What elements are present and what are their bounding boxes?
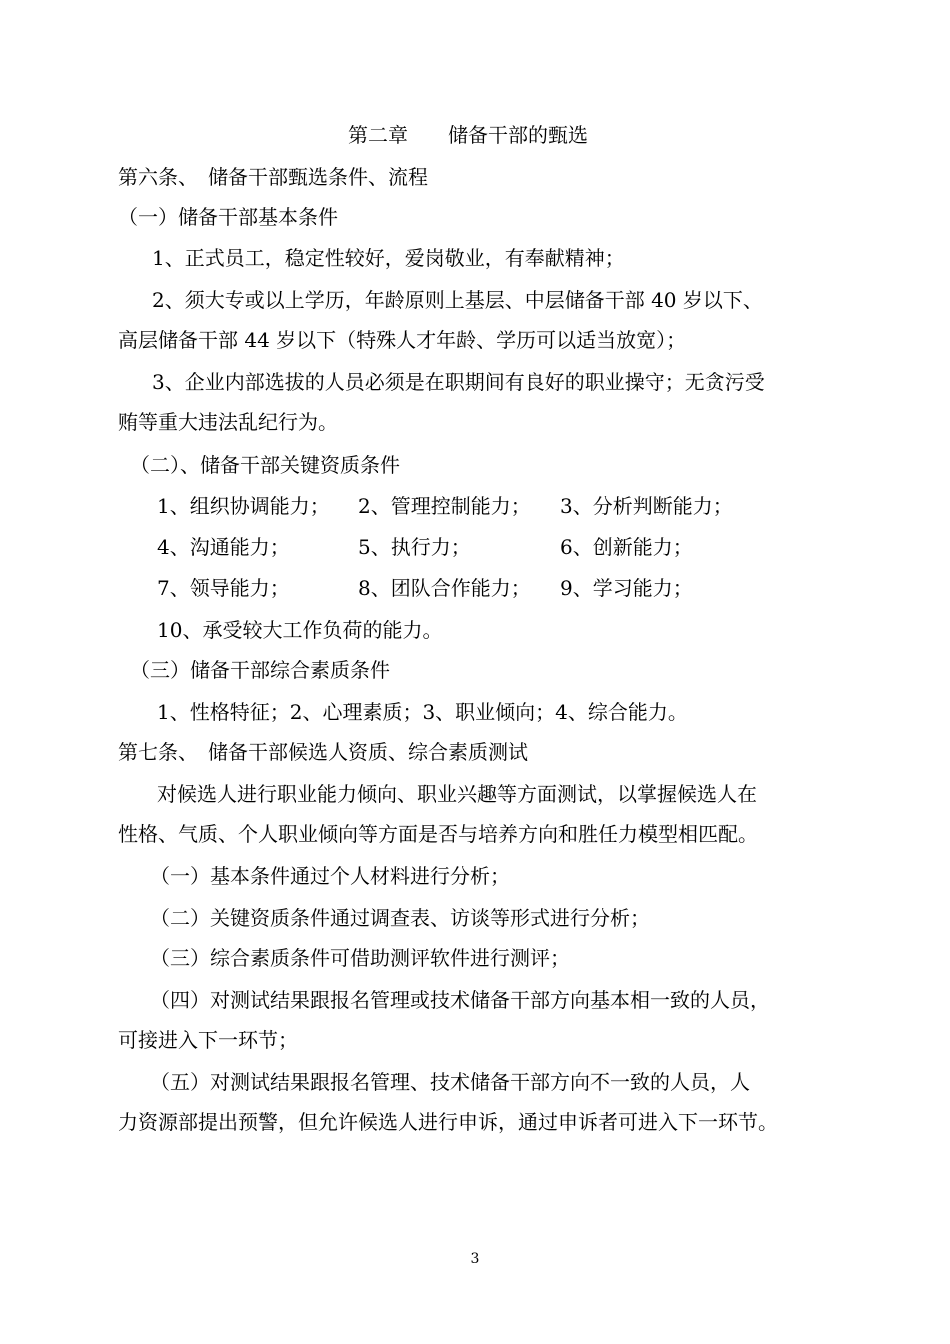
page-number: 3 (470, 1251, 480, 1267)
section-3-items: 1、性格特征；2、心理素质；3、职业倾向；4、综合能力。 (157, 700, 688, 724)
section-1-item: 贿等重大违法乱纪行为。 (118, 410, 338, 434)
article-7-intro: 性格、气质、个人职业倾向等方面是否与培养方向和胜任力模型相匹配。 (118, 822, 758, 846)
article-7-point: （二）关键资质条件通过调查表、访谈等形式进行分析； (150, 906, 650, 930)
section-1-item: 2、须大专或以上学历，年龄原则上基层、中层储备干部 40 岁以下、 (152, 288, 763, 312)
section-1-item: 1、正式员工，稳定性较好，爱岗敬业，有奉献精神； (152, 246, 625, 270)
chapter-title: 第二章 储备干部的甄选 (348, 123, 588, 147)
competency-item: 6、创新能力； (560, 535, 693, 559)
competency-item: 1、组织协调能力； (157, 494, 330, 518)
competency-item: 7、领导能力； (157, 576, 290, 600)
article-7-point: 力资源部提出预警，但允许候选人进行申诉，通过申诉者可进入下一环节。 (118, 1110, 778, 1134)
article-7-point: 可接进入下一环节； (118, 1028, 298, 1052)
article-6-heading: 第六条、 储备干部甄选条件、流程 (118, 165, 428, 189)
competency-item: 3、分析判断能力； (560, 494, 733, 518)
article-7-point: （三）综合素质条件可借助测评软件进行测评； (150, 946, 570, 970)
section-1-heading: （一）储备干部基本条件 (118, 205, 338, 229)
section-3-heading: （三）储备干部综合素质条件 (130, 658, 390, 682)
section-2-heading: （二）、储备干部关键资质条件 (130, 453, 400, 477)
competency-item: 4、沟通能力； (157, 535, 290, 559)
competency-item: 5、执行力； (358, 535, 471, 559)
competency-item: 10、承受较大工作负荷的能力。 (157, 618, 443, 642)
section-1-item: 3、企业内部选拔的人员必须是在职期间有良好的职业操守；无贪污受 (152, 370, 765, 394)
article-7-point: （一）基本条件通过个人材料进行分析； (150, 864, 510, 888)
article-7-heading: 第七条、 储备干部候选人资质、综合素质测试 (118, 740, 528, 764)
competency-item: 9、学习能力； (560, 576, 693, 600)
article-7-point: （五）对测试结果跟报名管理、技术储备干部方向不一致的人员，人 (150, 1070, 750, 1094)
article-7-intro: 对候选人进行职业能力倾向、职业兴趣等方面测试，以掌握候选人在 (157, 782, 757, 806)
competency-item: 2、管理控制能力； (358, 494, 531, 518)
section-1-item: 高层储备干部 44 岁以下（特殊人才年龄、学历可以适当放宽）； (118, 328, 687, 352)
article-7-point: （四）对测试结果跟报名管理或技术储备干部方向基本相一致的人员， (150, 988, 770, 1012)
competency-item: 8、团队合作能力； (358, 576, 531, 600)
